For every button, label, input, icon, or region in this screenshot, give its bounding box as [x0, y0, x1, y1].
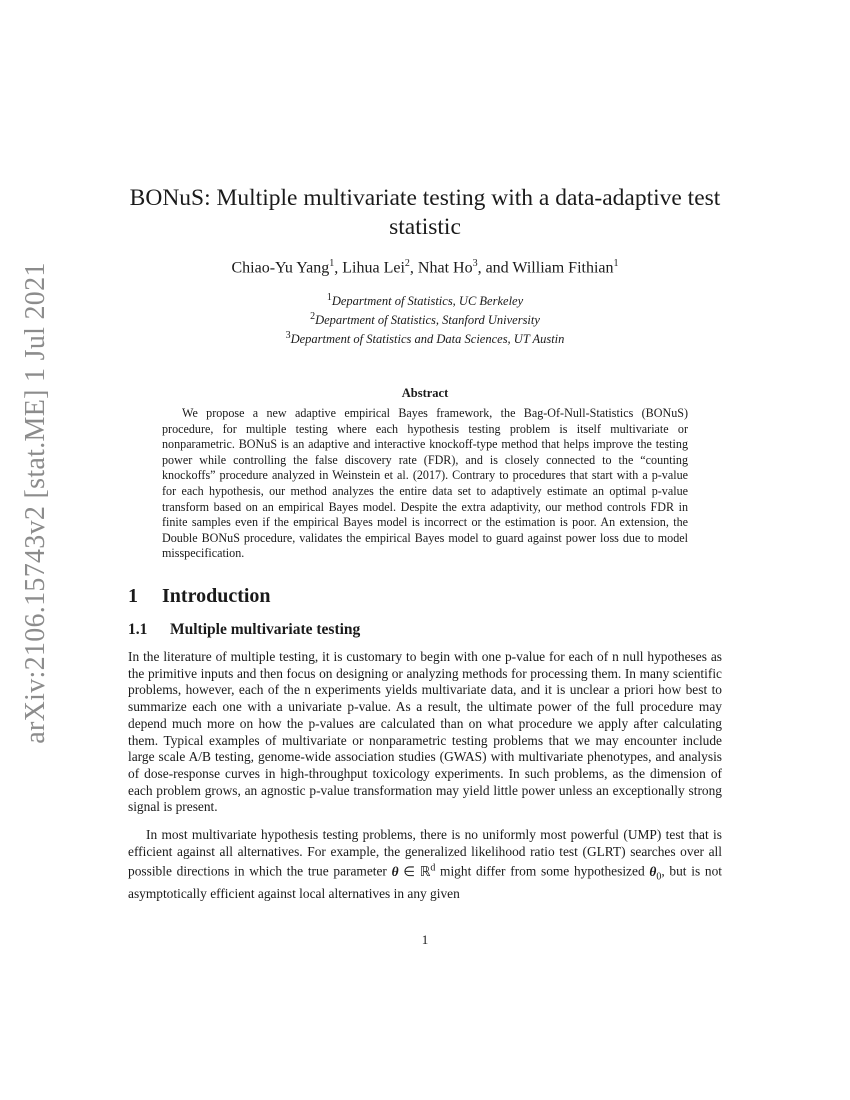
body-paragraph: In the literature of multiple testing, it is customary to begin with one p-value for each of n null hypotheses as the primitive inputs and then focus on designing or analyzing methods for processing them. In many scientific problems, however, each of the n experiments yields multivariate data, and it is unclear a priori how best to summarize each one with a univariate p-value. As a result, the ultimate power of the full procedure may depend much more on how the p-values are calculated than on what procedure we apply after calculating them. Typical examples of multivariate or nonparametric testing problems that we may encounter include large scale A/B testing, genome-wide association studies (GWAS) with multivariate phenotypes, and analysis of dose-response curves in high-throughput toxicology experiments. In such problems, as the dimension of each problem grows, an agnostic p-value transformation may yield little power unless an exceptionally strong signal is present. [128, 649, 722, 815]
subsection-number: 1.1 [128, 621, 148, 638]
author-name: Lihua Lei [342, 259, 405, 277]
section-title: Introduction [162, 585, 271, 607]
paper-title: BONuS: Multiple multivariate testing with a data-adaptive test statistic [129, 185, 721, 240]
section-heading [128, 585, 271, 608]
author-name: Nhat Ho [417, 259, 473, 277]
math-theta-zero: $\theta_0$ [649, 863, 662, 883]
author-affiliation-mark: 3 [472, 258, 478, 269]
body-paragraph: In most multivariate hypothesis testing problems, there is no uniformly most powerful (UMP) test that is efficient against all alternatives. For example, the generalized likelihood ratio test (GLRT) searches over all possible directions in which the true parameter θ ∈ ℝ$^d$ might differ from some hypothesized $\theta_0$, but is not asymptotically efficient against local alternatives in any given [128, 827, 723, 902]
page-number: 1 [421, 932, 429, 947]
author-affiliation-mark: 2 [404, 258, 410, 269]
author-name: William Fithian [512, 259, 614, 277]
author-name: Chiao-Yu Yang [231, 259, 330, 277]
affiliation-list [120, 290, 730, 347]
author-affiliation-mark: 1 [329, 258, 335, 269]
author-list: Chiao-Yu Yang$^1$, Lihua Lei$^2$, Nhat Ho$^3$, and William Fithian$^1$ [231, 258, 619, 277]
math-theta-in-rd: θ ∈ ℝ$^d$ [391, 862, 436, 879]
affiliation-line: $^3$Department of Statistics and Data Sciences, UT Austin [285, 330, 565, 347]
section-number: 1 [128, 585, 138, 607]
abstract-heading: Abstract [401, 386, 449, 400]
affiliation-line: $^1$Department of Statistics, UC Berkeley [326, 292, 524, 309]
subsection-heading [128, 621, 360, 639]
author-affiliation-mark: 1 [613, 258, 619, 269]
subsection-title: Multiple multivariate testing [170, 621, 361, 638]
affiliation-line: $^2$Department of Statistics, Stanford University [310, 311, 540, 328]
abstract-body: We propose a new adaptive empirical Bayes framework, the Bag-Of-Null-Statistics (BONuS) procedure, for multiple testing where each hypothesis testing problem is itself multivariate or nonparametric. BONuS is an adaptive and interactive knockoff-type method that helps improve the testing power while controlling the false discovery rate (FDR), and is closely connected to the “counting knockoffs” procedure analyzed in Weinstein et al. (2017). Contrary to procedures that start with a p-value for each hypothesis, our method analyzes the entire data set to adaptively estimate an optimal p-value transform based on an empirical Bayes model. Despite the extra adaptivity, our method controls FDR in finite samples even if the empirical Bayes model is incorrect or the estimation is poor. An extension, the Double BONuS procedure, validates the empirical Bayes model to guard against power loss due to model misspecification. [162, 406, 688, 561]
arxiv-identifier: arXiv:2106.15743v2 [stat.ME] 1 Jul 2021 [20, 262, 51, 744]
arxiv-sidebar-stamp [18, 262, 54, 744]
